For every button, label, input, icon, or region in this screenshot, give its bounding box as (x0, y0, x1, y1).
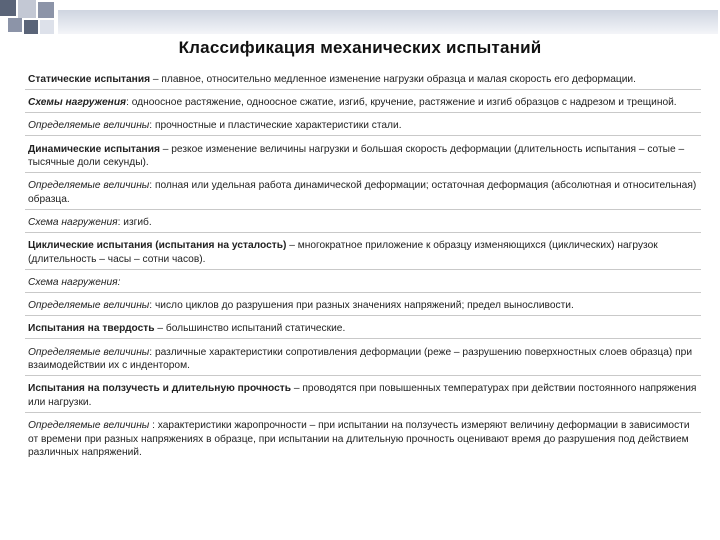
paragraph-lead: Схемы нагружения (28, 97, 127, 109)
page-title: Классификация механических испытаний (178, 38, 542, 57)
paragraph-lead: Статические испытания (28, 74, 151, 85)
document-body (25, 72, 701, 468)
paragraph-text: : число циклов до разрушения при разных значениях напряжений; предел выносливости. (149, 300, 574, 312)
deco-square-5 (24, 20, 38, 34)
paragraph-lead: Определяемые величины (28, 346, 150, 358)
paragraph-lead: Испытания на ползучесть и длительную прочность (28, 383, 292, 395)
paragraph (25, 298, 701, 316)
paragraph-lead: Циклические испытания (испытания на усталость) (28, 240, 287, 252)
paragraph (25, 321, 701, 339)
deco-square-4 (8, 18, 22, 32)
paragraph-lead: Испытания на твердость (28, 323, 155, 335)
paragraph (25, 418, 701, 462)
paragraph-text: – резкое изменение величины нагрузки и большая скорость деформации (длительность испытания – сотые – тысячные доли секунды). (28, 143, 685, 169)
paragraph-text: – проводятся при повышенных температурах при действии постоянного напряжения или нагрузки. (28, 383, 697, 409)
paragraph (25, 345, 701, 376)
deco-square-6 (40, 20, 54, 34)
paragraph-lead: Определяемые величины (28, 120, 150, 132)
paragraph-text: : характеристики жаропрочности – при испытании на ползучесть измеряют величину деформации в зависимости от времени при разных напряжениях в образце, при испытании на длительную прочность оценивают время до разрушения под действием различных напряжений. (28, 420, 690, 459)
paragraph-lead: Определяемые величины (28, 180, 150, 192)
paragraph-lead: Схема нагружения (28, 217, 118, 229)
paragraph-text: – плавное, относительно медленное изменение нагрузки образца и малая скорость его деформации. (150, 74, 636, 85)
paragraph (25, 142, 701, 173)
paragraph-lead: Схема нагружения: (28, 277, 121, 289)
paragraph-text: : различные характеристики сопротивления деформации (реже – разрушению поверхностных слоев образца) при взаимодействии их с индентором. (28, 346, 693, 372)
paragraph (25, 215, 701, 233)
paragraph-lead: Определяемые величины (28, 420, 150, 432)
paragraph (25, 178, 701, 209)
paragraph (25, 72, 701, 90)
deco-square-2 (18, 0, 36, 18)
paragraph-text: – многократное приложение к образцу изменяющихся (циклических) нагрузок (длительность – часы – сотни часов). (28, 240, 658, 265)
paragraph-text: : одноосное растяжение, одноосное сжатие, изгиб, кручение, растяжение и изгиб образцов с надрезом и трещиной. (126, 97, 677, 109)
paragraph-text: : изгиб. (117, 217, 152, 229)
paragraph-lead: Определяемые величины (28, 300, 150, 312)
deco-square-3 (38, 2, 54, 18)
paragraph (25, 118, 701, 136)
paragraph (25, 95, 701, 113)
deco-square-1 (0, 0, 16, 16)
paragraph-text: : прочностные и пластические характеристики стали. (149, 120, 402, 132)
paragraph (25, 238, 701, 269)
paragraph-lead: Динамические испытания (28, 143, 160, 155)
header-bar (58, 10, 718, 34)
paragraph-text: – большинство испытаний статические. (154, 323, 346, 335)
paragraph (25, 381, 701, 412)
paragraph-text: : полная или удельная работа динамической деформации; остаточная деформация (абсолютная и относительная) образца. (28, 180, 697, 205)
paragraph (25, 275, 701, 293)
